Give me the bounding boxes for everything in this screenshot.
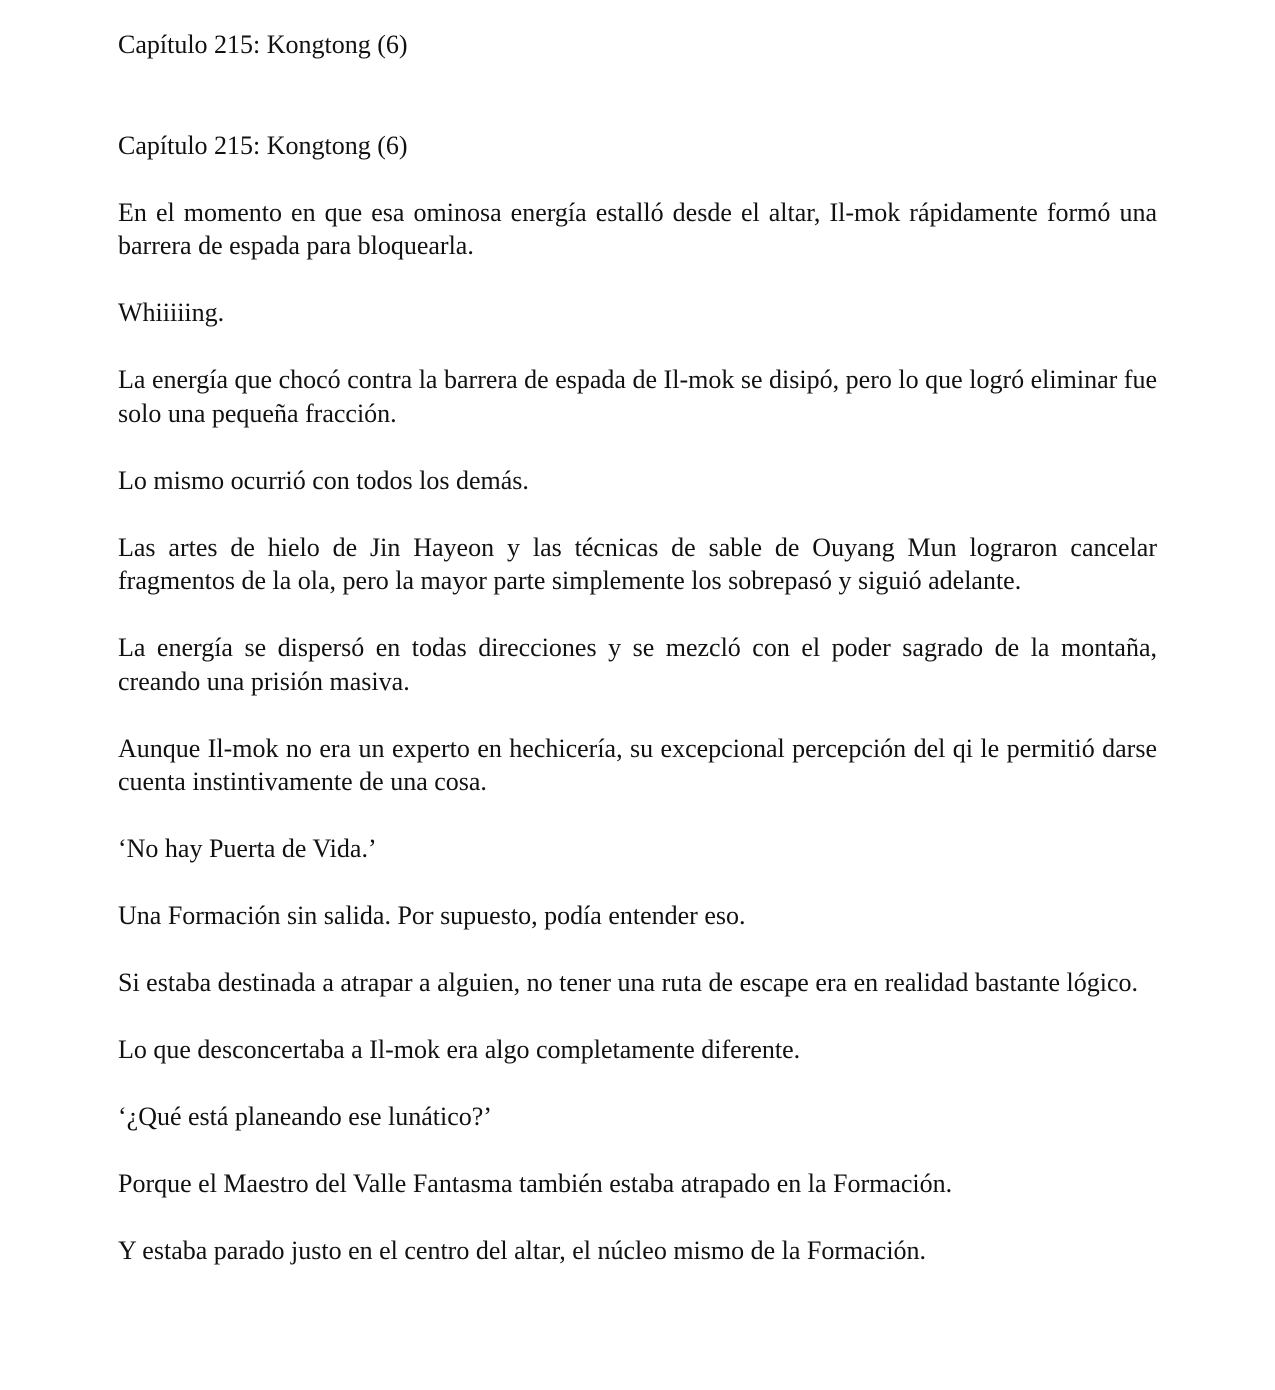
chapter-title: Capítulo 215: Kongtong (6)	[118, 130, 408, 160]
paragraph-5: Las artes de hielo de Jin Hayeon y las técnicas de sable de Ouyang Mun lograron cancelar fragmentos de la ola, pero la mayor parte simplemente los sobrepasó y siguió adelante.	[118, 532, 1157, 595]
paragraph-13: Porque el Maestro del Valle Fantasma también estaba atrapado en la Formación.	[118, 1169, 953, 1198]
paragraph-9: Una Formación sin salida. Por supuesto, podía entender eso.	[118, 901, 746, 930]
paragraph-11: Lo que desconcertaba a Il-mok era algo completamente diferente.	[118, 1035, 801, 1064]
paragraph-1: En el momento en que esa ominosa energía estalló desde el altar, Il-mok rápidamente formó una barrera de espada para bloquearla.	[118, 197, 1157, 260]
paragraph-14: Y estaba parado justo en el centro del altar, el núcleo mismo de la Formación.	[118, 1236, 927, 1265]
paragraph-6: La energía se dispersó en todas direcciones y se mezcló con el poder sagrado de la montaña, creando una prisión masiva.	[118, 633, 1157, 696]
paragraph-8: ‘No hay Puerta de Vida.’	[118, 834, 377, 863]
paragraph-3: La energía que chocó contra la barrera de espada de Il-mok se disipó, pero lo que logró eliminar fue solo una pequeña fracción.	[118, 365, 1157, 428]
paragraph-10: Si estaba destinada a atrapar a alguien, no tener una ruta de escape era en realidad bastante lógico.	[118, 968, 1139, 997]
paragraph-7: Aunque Il-mok no era un experto en hechicería, su excepcional percepción del qi le permitió darse cuenta instintivamente de una cosa.	[118, 733, 1157, 796]
paragraph-4: Lo mismo ocurrió con todos los demás.	[118, 465, 529, 495]
spacer	[118, 95, 1157, 129]
header-title: Capítulo 215: Kongtong (6)	[118, 30, 408, 59]
paragraph-2: Whiiiiing.	[118, 298, 225, 327]
document-page	[118, 28, 1157, 1301]
paragraph-12: ‘¿Qué está planeando ese lunático?’	[118, 1102, 492, 1131]
